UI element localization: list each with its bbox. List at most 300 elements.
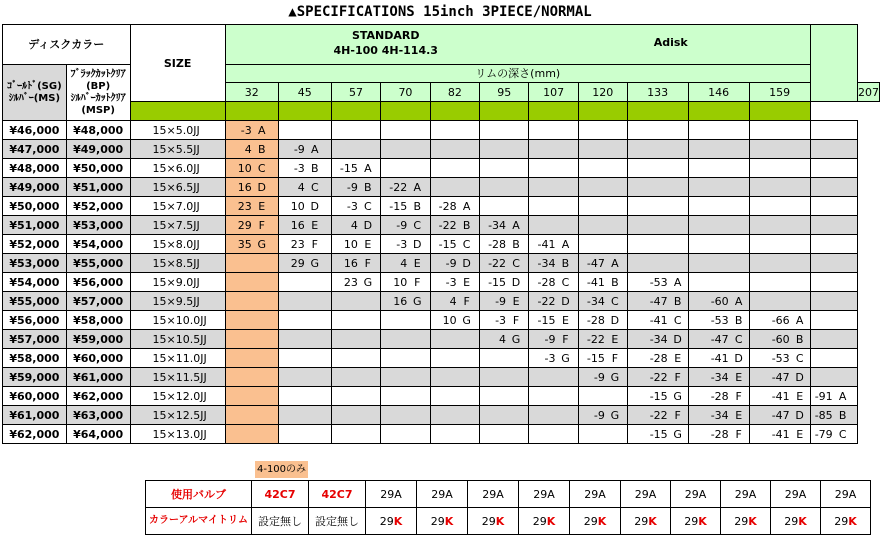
offset-cell — [749, 159, 810, 178]
price-black-cut: ¥49,000 — [66, 140, 130, 159]
offset-cell: 29 G — [278, 254, 331, 273]
offset-cell — [578, 425, 627, 444]
size-cell: 15×9.0JJ — [130, 273, 225, 292]
offset-cell — [331, 121, 380, 140]
price-gold-silver: ¥57,000 — [3, 330, 67, 349]
offset-cell — [529, 197, 578, 216]
offset-cell — [578, 121, 627, 140]
offset-cell: 23 F — [278, 235, 331, 254]
offset-cell: -79 C — [810, 425, 857, 444]
table-row — [3, 121, 880, 140]
offset-cell: -22 A — [381, 178, 430, 197]
offset-cell — [225, 311, 278, 330]
price-black-cut: ¥59,000 — [66, 330, 130, 349]
color-alumite-value: 29K — [570, 508, 621, 535]
offset-cell: -3 C — [331, 197, 380, 216]
offset-cell: 4 G — [480, 330, 529, 349]
offset-cell — [225, 273, 278, 292]
valve-value: 29A — [417, 481, 468, 508]
depth-bar-57 — [278, 102, 331, 121]
offset-cell — [381, 406, 430, 425]
offset-cell: -15 C — [430, 235, 479, 254]
depth-32: 32 — [225, 83, 278, 102]
offset-cell — [749, 235, 810, 254]
offset-cell: -3 E — [430, 273, 479, 292]
offset-cell — [810, 235, 857, 254]
offset-cell — [430, 121, 479, 140]
adisk-label: Adisk — [653, 36, 688, 49]
price-black-cut: ¥63,000 — [66, 406, 130, 425]
offset-cell — [810, 273, 857, 292]
price-gold-silver: ¥62,000 — [3, 425, 67, 444]
offset-cell: -9 G — [578, 368, 627, 387]
offset-cell — [578, 159, 627, 178]
offset-cell — [578, 387, 627, 406]
price-gold-silver: ¥51,000 — [3, 216, 67, 235]
offset-cell — [278, 349, 331, 368]
offset-cell — [810, 330, 857, 349]
offset-cell: -9 F — [529, 330, 578, 349]
offset-cell — [529, 178, 578, 197]
depth-45: 45 — [278, 83, 331, 102]
offset-cell: 10 D — [278, 197, 331, 216]
offset-cell — [480, 140, 529, 159]
offset-cell — [480, 159, 529, 178]
offset-cell — [810, 121, 857, 140]
offset-cell: -22 F — [627, 368, 688, 387]
offset-cell: 4 D — [331, 216, 380, 235]
offset-cell: -60 A — [688, 292, 749, 311]
disk-color-header: ディスクカラー — [3, 25, 131, 65]
offset-cell: 16 D — [225, 178, 278, 197]
valve-value: 29A — [821, 481, 871, 508]
price-gold-silver: ¥53,000 — [3, 254, 67, 273]
depth-107: 107 — [529, 83, 578, 102]
offset-cell — [430, 140, 479, 159]
valve-value: 29A — [671, 481, 721, 508]
offset-cell — [225, 349, 278, 368]
offset-cell: 10 F — [381, 273, 430, 292]
table-row — [3, 197, 880, 216]
valve-value: 29A — [621, 481, 671, 508]
offset-cell — [749, 121, 810, 140]
price-black-cut: ¥53,000 — [66, 216, 130, 235]
offset-cell: -41 E — [749, 425, 810, 444]
depth-bar-133 — [578, 102, 627, 121]
size-cell: 15×7.5JJ — [130, 216, 225, 235]
table-row — [3, 425, 880, 444]
valve-value: 42C7 — [252, 481, 309, 508]
offset-cell — [810, 349, 857, 368]
offset-cell — [225, 387, 278, 406]
offset-cell — [688, 216, 749, 235]
offset-cell — [480, 121, 529, 140]
offset-cell: -91 A — [810, 387, 857, 406]
col-207-header-top — [810, 25, 857, 102]
price-gold-silver: ¥47,000 — [3, 140, 67, 159]
offset-cell — [627, 254, 688, 273]
offset-cell: -3 A — [225, 121, 278, 140]
depth-bar-120 — [529, 102, 578, 121]
offset-cell — [480, 406, 529, 425]
offset-cell — [381, 140, 430, 159]
page-title: ▲SPECIFICATIONS 15inch 3PIECE/NORMAL — [288, 4, 592, 20]
offset-cell: -34 D — [627, 330, 688, 349]
color-alumite-value: 設定無し — [309, 508, 366, 535]
offset-cell — [278, 330, 331, 349]
offset-cell — [225, 254, 278, 273]
offset-cell — [749, 292, 810, 311]
depth-95: 95 — [480, 83, 529, 102]
offset-cell — [529, 387, 578, 406]
table-row — [3, 311, 880, 330]
depth-bar-107 — [480, 102, 529, 121]
offset-cell — [331, 425, 380, 444]
offset-cell: -9 E — [480, 292, 529, 311]
offset-cell: -15 A — [331, 159, 380, 178]
offset-cell: -60 B — [749, 330, 810, 349]
offset-cell: -34 C — [578, 292, 627, 311]
table-row — [3, 254, 880, 273]
valve-value: 29A — [721, 481, 771, 508]
valve-value: 29A — [468, 481, 519, 508]
offset-cell: -3 G — [529, 349, 578, 368]
offset-cell — [480, 425, 529, 444]
offset-cell: -85 B — [810, 406, 857, 425]
offset-cell: -34 E — [688, 368, 749, 387]
offset-cell — [430, 425, 479, 444]
offset-cell: -47 A — [578, 254, 627, 273]
black-cut-header: ﾌﾞﾗｯｸｶｯﾄｸﾘｱ(BP) ｼﾙﾊﾞｰｶｯﾄｸﾘｱ(MSP) — [66, 65, 130, 121]
offset-cell: -28 F — [688, 425, 749, 444]
offset-cell: -28 C — [529, 273, 578, 292]
depth-82: 82 — [430, 83, 479, 102]
offset-cell: -28 D — [578, 311, 627, 330]
table-row — [3, 406, 880, 425]
offset-cell: -9 D — [430, 254, 479, 273]
size-cell: 15×11.0JJ — [130, 349, 225, 368]
size-cell: 15×9.5JJ — [130, 292, 225, 311]
depth-bar-207 — [749, 102, 810, 121]
price-gold-silver: ¥52,000 — [3, 235, 67, 254]
price-black-cut: ¥56,000 — [66, 273, 130, 292]
price-black-cut: ¥48,000 — [66, 121, 130, 140]
offset-cell — [278, 368, 331, 387]
valve-value: 29A — [519, 481, 570, 508]
offset-cell — [749, 273, 810, 292]
offset-cell: -53 A — [627, 273, 688, 292]
offset-cell: -9 B — [331, 178, 380, 197]
offset-cell — [430, 349, 479, 368]
offset-cell: 23 G — [331, 273, 380, 292]
offset-cell: -47 B — [627, 292, 688, 311]
offset-cell — [688, 235, 749, 254]
offset-cell — [225, 330, 278, 349]
offset-cell — [627, 121, 688, 140]
offset-cell: -41 D — [688, 349, 749, 368]
offset-cell: -34 E — [688, 406, 749, 425]
offset-cell — [578, 216, 627, 235]
offset-cell — [278, 311, 331, 330]
spec-table — [2, 24, 880, 444]
offset-cell: 16 G — [381, 292, 430, 311]
valve-value: 42C7 — [309, 481, 366, 508]
offset-cell — [480, 178, 529, 197]
pcd-label: 4H-100 4H-114.3 — [333, 44, 438, 57]
offset-cell — [810, 292, 857, 311]
offset-cell — [578, 178, 627, 197]
offset-cell — [381, 121, 430, 140]
size-cell: 15×5.5JJ — [130, 140, 225, 159]
depth-bar-159 — [688, 102, 749, 121]
price-black-cut: ¥57,000 — [66, 292, 130, 311]
offset-cell: 10 E — [331, 235, 380, 254]
price-gold-silver: ¥49,000 — [3, 178, 67, 197]
table-row — [3, 178, 880, 197]
offset-cell — [810, 368, 857, 387]
offset-cell — [578, 197, 627, 216]
size-cell: 15×11.5JJ — [130, 368, 225, 387]
offset-cell: 4 F — [430, 292, 479, 311]
offset-cell — [627, 178, 688, 197]
rim-depth-label: リムの深さ(mm) — [225, 65, 810, 83]
offset-cell — [278, 406, 331, 425]
offset-cell — [810, 311, 857, 330]
offset-cell: -28 E — [627, 349, 688, 368]
offset-cell: -22 D — [529, 292, 578, 311]
offset-cell: 29 F — [225, 216, 278, 235]
price-black-cut: ¥64,000 — [66, 425, 130, 444]
offset-cell: -41 E — [749, 387, 810, 406]
offset-cell — [529, 425, 578, 444]
price-black-cut: ¥51,000 — [66, 178, 130, 197]
offset-cell — [430, 330, 479, 349]
size-cell: 15×7.0JJ — [130, 197, 225, 216]
offset-cell — [278, 425, 331, 444]
offset-cell — [430, 159, 479, 178]
offset-cell — [749, 254, 810, 273]
size-cell: 15×13.0JJ — [130, 425, 225, 444]
offset-cell — [749, 197, 810, 216]
table-row — [3, 273, 880, 292]
depth-bar-95 — [430, 102, 479, 121]
table-row — [3, 159, 880, 178]
price-gold-silver: ¥61,000 — [3, 406, 67, 425]
offset-cell: -41 B — [578, 273, 627, 292]
table-row — [3, 140, 880, 159]
size-cell: 15×8.5JJ — [130, 254, 225, 273]
offset-cell: -34 A — [480, 216, 529, 235]
depth-bar-146 — [627, 102, 688, 121]
offset-cell — [627, 159, 688, 178]
table-row — [3, 216, 880, 235]
offset-cell: -22 B — [430, 216, 479, 235]
size-cell: 15×10.0JJ — [130, 311, 225, 330]
offset-cell — [810, 159, 857, 178]
offset-cell — [529, 368, 578, 387]
color-alumite-value: 設定無し — [252, 508, 309, 535]
offset-cell — [430, 368, 479, 387]
depth-bar-70 — [331, 102, 380, 121]
depth-133: 133 — [627, 83, 688, 102]
offset-cell: 23 E — [225, 197, 278, 216]
offset-cell — [381, 330, 430, 349]
price-gold-silver: ¥60,000 — [3, 387, 67, 406]
depth-207: 207 — [858, 83, 880, 102]
offset-cell — [578, 140, 627, 159]
offset-cell — [381, 387, 430, 406]
depth-bar-32 — [130, 102, 225, 121]
table-row — [3, 292, 880, 311]
offset-cell — [381, 311, 430, 330]
offset-cell — [331, 140, 380, 159]
offset-cell: -34 B — [529, 254, 578, 273]
offset-cell: -47 D — [749, 368, 810, 387]
price-gold-silver: ¥56,000 — [3, 311, 67, 330]
offset-cell — [430, 406, 479, 425]
offset-cell — [688, 254, 749, 273]
price-black-cut: ¥52,000 — [66, 197, 130, 216]
color-alumite-value: 29K — [721, 508, 771, 535]
price-gold-silver: ¥48,000 — [3, 159, 67, 178]
offset-cell: -15 G — [627, 387, 688, 406]
offset-cell: -47 D — [749, 406, 810, 425]
size-cell: 15×8.0JJ — [130, 235, 225, 254]
offset-cell: -22 F — [627, 406, 688, 425]
offset-cell: -53 B — [688, 311, 749, 330]
price-black-cut: ¥61,000 — [66, 368, 130, 387]
depth-57: 57 — [331, 83, 380, 102]
offset-cell — [529, 140, 578, 159]
offset-cell: 10 G — [430, 311, 479, 330]
offset-cell — [749, 178, 810, 197]
offset-cell: 10 C — [225, 159, 278, 178]
offset-cell: -22 E — [578, 330, 627, 349]
offset-cell: -3 F — [480, 311, 529, 330]
offset-cell — [278, 121, 331, 140]
offset-cell: -15 D — [480, 273, 529, 292]
price-black-cut: ¥50,000 — [66, 159, 130, 178]
offset-cell — [278, 292, 331, 311]
offset-cell — [810, 140, 857, 159]
color-alumite-value: 29K — [771, 508, 821, 535]
offset-cell: -15 G — [627, 425, 688, 444]
offset-cell — [529, 216, 578, 235]
standard-adisk-header — [225, 25, 810, 65]
price-black-cut: ¥55,000 — [66, 254, 130, 273]
offset-cell — [225, 425, 278, 444]
offset-cell: -28 F — [688, 387, 749, 406]
color-alumite-value: 29K — [621, 508, 671, 535]
price-gold-silver: ¥50,000 — [3, 197, 67, 216]
offset-cell — [480, 349, 529, 368]
color-alumite-value: 29K — [821, 508, 871, 535]
offset-cell — [225, 292, 278, 311]
offset-cell — [225, 368, 278, 387]
offset-cell — [810, 178, 857, 197]
offset-cell — [627, 216, 688, 235]
offset-cell — [278, 273, 331, 292]
offset-cell — [331, 330, 380, 349]
depth-120: 120 — [578, 83, 627, 102]
offset-cell: 4 C — [278, 178, 331, 197]
offset-cell — [480, 197, 529, 216]
price-gold-silver: ¥58,000 — [3, 349, 67, 368]
offset-cell: -15 E — [529, 311, 578, 330]
color-alumite-value: 29K — [468, 508, 519, 535]
offset-cell: 16 E — [278, 216, 331, 235]
offset-cell — [688, 140, 749, 159]
price-black-cut: ¥58,000 — [66, 311, 130, 330]
offset-cell — [430, 387, 479, 406]
offset-cell — [578, 235, 627, 254]
table-row — [3, 235, 880, 254]
size-header: SIZE — [130, 25, 225, 102]
offset-cell: -15 B — [381, 197, 430, 216]
offset-cell: 16 F — [331, 254, 380, 273]
offset-cell — [749, 216, 810, 235]
color-alumite-value: 29K — [366, 508, 417, 535]
standard-label: STANDARD — [351, 29, 420, 42]
offset-cell: -3 B — [278, 159, 331, 178]
size-cell: 15×5.0JJ — [130, 121, 225, 140]
offset-cell — [529, 159, 578, 178]
table-row — [3, 387, 880, 406]
offset-cell: -41 A — [529, 235, 578, 254]
price-gold-silver: ¥46,000 — [3, 121, 67, 140]
offset-cell — [331, 292, 380, 311]
offset-cell — [278, 387, 331, 406]
offset-cell — [480, 368, 529, 387]
size-cell: 15×6.5JJ — [130, 178, 225, 197]
offset-cell: 4 B — [225, 140, 278, 159]
size-cell: 15×6.0JJ — [130, 159, 225, 178]
offset-cell — [688, 197, 749, 216]
depth-70: 70 — [381, 83, 430, 102]
offset-cell — [749, 140, 810, 159]
offset-cell — [331, 311, 380, 330]
price-black-cut: ¥60,000 — [66, 349, 130, 368]
valve-value: 29A — [771, 481, 821, 508]
offset-cell: -9 A — [278, 140, 331, 159]
table-row — [3, 368, 880, 387]
offset-cell — [331, 387, 380, 406]
offset-cell: -9 C — [381, 216, 430, 235]
offset-cell: -22 C — [480, 254, 529, 273]
valve-value: 29A — [366, 481, 417, 508]
size-cell: 15×10.5JJ — [130, 330, 225, 349]
price-gold-silver: ¥55,000 — [3, 292, 67, 311]
offset-cell: -15 F — [578, 349, 627, 368]
offset-cell — [381, 368, 430, 387]
offset-cell: -3 D — [381, 235, 430, 254]
table-row — [3, 330, 880, 349]
offset-cell — [688, 121, 749, 140]
valve-table — [145, 480, 871, 535]
offset-cell — [810, 254, 857, 273]
gold-silver-header: ｺﾞｰﾙﾄﾞ(SG) ｼﾙﾊﾞｰ(MS) — [3, 65, 67, 121]
color-alumite-value: 29K — [519, 508, 570, 535]
offset-cell — [480, 387, 529, 406]
depth-159: 159 — [749, 83, 810, 102]
offset-cell: 35 G — [225, 235, 278, 254]
offset-cell — [627, 140, 688, 159]
price-gold-silver: ¥54,000 — [3, 273, 67, 292]
offset-cell — [331, 406, 380, 425]
offset-cell — [225, 406, 278, 425]
offset-cell — [529, 406, 578, 425]
offset-cell — [627, 197, 688, 216]
